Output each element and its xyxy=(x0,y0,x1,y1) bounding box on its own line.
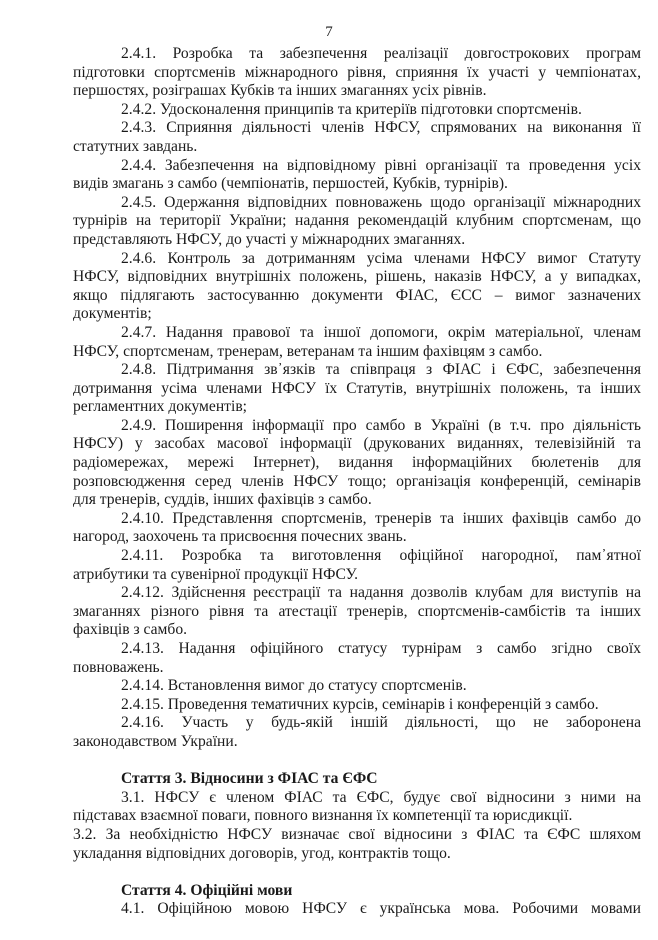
text-line: радіомережах, мережі Інтернет), видання інформаційних бюлетенів для xyxy=(73,454,641,472)
text-line: документів; xyxy=(73,305,152,323)
text-line: НФСУ, відповідних внутрішніх положень, рішень, наказів НФСУ, а у випадках, xyxy=(73,268,641,286)
document-body xyxy=(73,45,641,919)
text-line: підготовки спортсменів міжнародного рівня, сприяння їх участі у чемпіонатах, xyxy=(73,63,641,81)
text-line: 4.1. Офіційною мовою НФСУ є українська мова. Робочими мовами xyxy=(121,900,641,918)
text-line: підставах взаємної поваги, повного визнання їх компетенції та юрисдикції. xyxy=(73,807,573,825)
blank-line xyxy=(73,863,641,882)
text-line: 2.4.6. Контроль за дотриманням усіма членами НФСУ вимог Статуту xyxy=(121,249,641,267)
text-line: 3.2. За необхідністю НФСУ визначає свої відносини з ФІАС та ЄФС шляхом xyxy=(73,825,641,843)
section-heading: Стаття 4. Офіційні мови xyxy=(121,881,293,899)
text-line: 2.4.14. Встановлення вимог до статусу спортсменів. xyxy=(121,677,467,695)
text-line: 2.4.9. Поширення інформації про самбо в Україні (в т.ч. про діяльність xyxy=(121,416,641,434)
text-line: першостях, розіграшах Кубків та інших змаганнях усіх рівнів. xyxy=(73,82,487,100)
text-line: нагород, заохочень та присвоєння почесних звань. xyxy=(73,528,407,546)
text-line: 2.4.5. Одержання відповідних повноважень щодо організації міжнародних xyxy=(121,193,641,211)
text-line: НФСУ) у засобах масової інформації (друкованих виданнях, телевізійній та xyxy=(73,435,641,453)
text-line: представляють НФСУ, до участі у міжнародних змаганнях. xyxy=(73,230,466,248)
text-line: видів змагань з самбо (чемпіонатів, першостей, Кубків, турнірів). xyxy=(73,175,508,193)
text-line: атрибутики та сувенірної продукції НФСУ. xyxy=(73,565,359,583)
text-line: повноважень. xyxy=(73,658,164,676)
blank-line xyxy=(73,752,641,771)
text-line: 2.4.13. Надання офіційного статусу турнірам з самбо згідно своїх xyxy=(121,640,641,657)
text-line: укладання відповідних договорів, угод, контрактів тощо. xyxy=(73,844,451,862)
text-line: 2.4.4. Забезпечення на відповідному рівні організації та проведення усіх xyxy=(121,156,641,174)
text-line: для тренерів, суддів, інших фахівців з самбо. xyxy=(73,491,372,509)
text-line: 3.1. НФСУ є членом ФІАС та ЄФС, будує свої відносини з ними на xyxy=(121,788,641,806)
text-line: 2.4.15. Проведення тематичних курсів, семінарів і конференцій з самбо. xyxy=(121,695,599,713)
text-line: 2.4.7. Надання правової та іншої допомоги, окрім матеріальної, членам xyxy=(121,323,641,341)
text-line: регламентних документів; xyxy=(73,398,248,416)
text-line: НФСУ, спортсменам, тренерам, ветеранам та іншим фахівцям з самбо. xyxy=(73,342,543,360)
section-heading: Стаття 3. Відносини з ФІАС та ЄФС xyxy=(121,770,378,788)
text-line: законодавством України. xyxy=(73,732,238,750)
text-line: 2.4.12. Здійснення реєстрації та надання дозволів клубам для виступів на xyxy=(121,584,641,602)
text-line: 2.4.10. Представлення спортсменів, тренерів та інших фахівців самбо до xyxy=(121,509,641,527)
page-number: 7 xyxy=(325,24,333,40)
text-line: розповсюдження серед членів НФСУ тощо; організація конференцій, семінарів xyxy=(73,472,641,490)
text-line: 2.4.3. Сприяння діяльності членів НФСУ, спрямованих на виконання її xyxy=(121,119,641,137)
text-line: статутних завдань. xyxy=(73,137,198,155)
text-line: 2.4.8. Підтримання зв᾽язків та співпраця з ФІАС і ЄФС, забезпечення xyxy=(121,361,641,379)
text-line: турнірів на території України; надання рекомендацій клубним спортсменам, що xyxy=(73,212,641,230)
text-line: змаганнях різного рівня та атестації тренерів, спортсменів-самбістів та інших xyxy=(73,602,641,620)
text-line: дотримання усіма членами НФСУ їх Статутів, внутрішніх положень, та інших xyxy=(73,379,641,397)
text-line: 2.4.16. Участь у будь-якій іншій діяльності, що не заборонена xyxy=(121,714,641,732)
text-line: 2.4.11. Розробка та виготовлення офіційної нагородної, пам᾽ятної xyxy=(121,547,641,565)
text-line: 2.4.2. Удосконалення принципів та критеріїв підготовки спортсменів. xyxy=(121,100,582,118)
text-line: фахівців з самбо. xyxy=(73,621,188,639)
text-line: 2.4.1. Розробка та забезпечення реалізації довгострокових програм xyxy=(121,45,641,62)
text-line: якщо підлягають застосуванню документи ФІАС, ЄСС – вимог зазначених xyxy=(73,286,641,304)
